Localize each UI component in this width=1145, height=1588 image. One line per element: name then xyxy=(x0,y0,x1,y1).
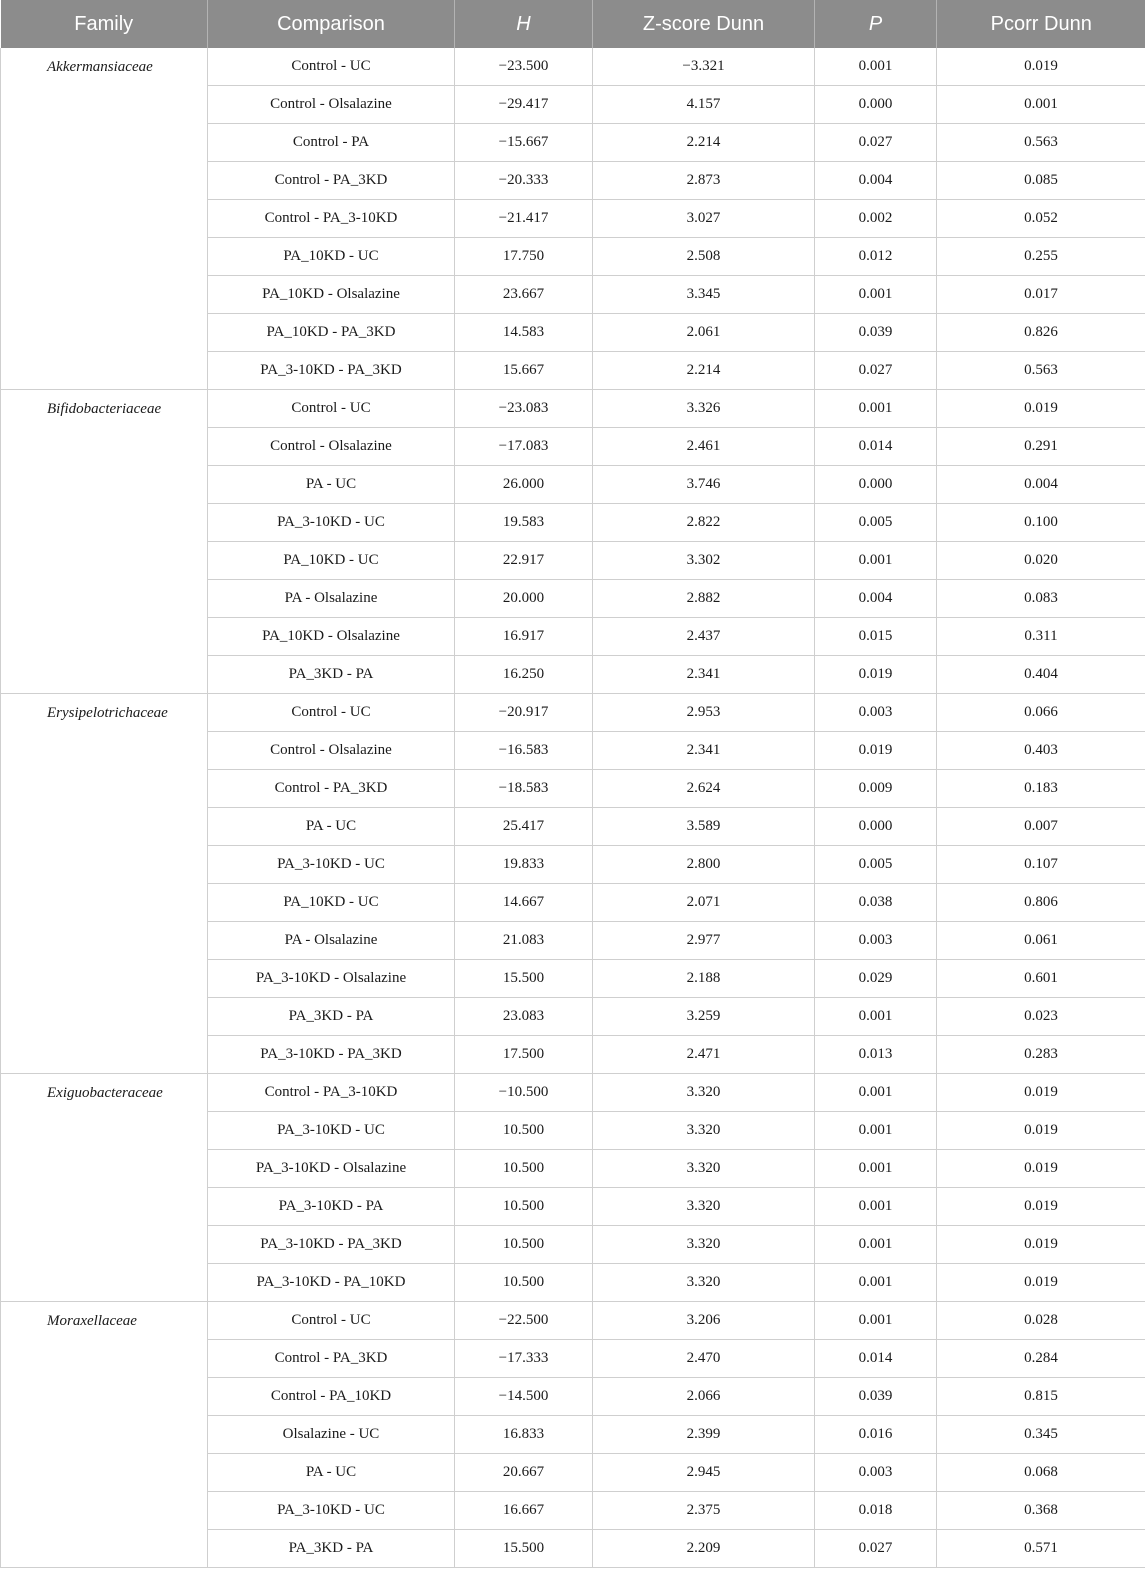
table-row xyxy=(1,1074,1145,1112)
p-cell: 0.039 xyxy=(815,314,937,352)
p-cell: 0.018 xyxy=(815,1492,937,1530)
z-score-cell: 2.066 xyxy=(593,1378,815,1416)
z-score-cell: 3.320 xyxy=(593,1188,815,1226)
p-cell: 0.001 xyxy=(815,1264,937,1302)
header-z-score-dunn: Z-score Dunn xyxy=(593,0,815,48)
pcorr-cell: 0.017 xyxy=(937,276,1145,314)
comparison-cell: PA_3-10KD - PA xyxy=(208,1188,455,1226)
z-score-cell: 3.320 xyxy=(593,1264,815,1302)
table-row xyxy=(1,694,1145,732)
pcorr-cell: 0.345 xyxy=(937,1416,1145,1454)
h-cell: 15.500 xyxy=(455,960,593,998)
z-score-cell: 3.302 xyxy=(593,542,815,580)
h-cell: 16.667 xyxy=(455,1492,593,1530)
pcorr-cell: 0.283 xyxy=(937,1036,1145,1074)
z-score-cell: 2.071 xyxy=(593,884,815,922)
p-cell: 0.003 xyxy=(815,694,937,732)
comparison-cell: PA_3-10KD - Olsalazine xyxy=(208,960,455,998)
p-cell: 0.001 xyxy=(815,1112,937,1150)
h-cell: −14.500 xyxy=(455,1378,593,1416)
pcorr-cell: 0.403 xyxy=(937,732,1145,770)
comparison-cell: PA - UC xyxy=(208,1454,455,1492)
comparison-cell: Control - UC xyxy=(208,1302,455,1340)
pcorr-cell: 0.563 xyxy=(937,124,1145,162)
h-cell: 26.000 xyxy=(455,466,593,504)
comparison-cell: PA_10KD - UC xyxy=(208,238,455,276)
h-cell: 23.083 xyxy=(455,998,593,1036)
z-score-cell: 2.977 xyxy=(593,922,815,960)
family-cell: Akkermansiaceae xyxy=(1,48,208,390)
comparison-cell: PA_10KD - UC xyxy=(208,884,455,922)
table-row xyxy=(1,48,1145,86)
table-row xyxy=(1,390,1145,428)
h-cell: −17.083 xyxy=(455,428,593,466)
h-cell: −20.333 xyxy=(455,162,593,200)
pcorr-cell: 0.571 xyxy=(937,1530,1145,1568)
comparison-cell: Control - UC xyxy=(208,390,455,428)
comparison-cell: Control - PA_3KD xyxy=(208,1340,455,1378)
z-score-cell: 3.320 xyxy=(593,1074,815,1112)
pcorr-cell: 0.019 xyxy=(937,390,1145,428)
p-cell: 0.004 xyxy=(815,162,937,200)
z-score-cell: 2.214 xyxy=(593,124,815,162)
table-header xyxy=(1,0,1145,48)
comparison-cell: Control - PA_3-10KD xyxy=(208,200,455,238)
pcorr-cell: 0.019 xyxy=(937,48,1145,86)
pcorr-cell: 0.083 xyxy=(937,580,1145,618)
p-cell: 0.001 xyxy=(815,542,937,580)
p-cell: 0.016 xyxy=(815,1416,937,1454)
pcorr-cell: 0.019 xyxy=(937,1264,1145,1302)
comparison-cell: PA_3KD - PA xyxy=(208,998,455,1036)
comparison-cell: PA_10KD - Olsalazine xyxy=(208,618,455,656)
z-score-cell: 2.953 xyxy=(593,694,815,732)
pcorr-cell: 0.404 xyxy=(937,656,1145,694)
h-cell: −21.417 xyxy=(455,200,593,238)
pcorr-cell: 0.068 xyxy=(937,1454,1145,1492)
z-score-cell: 3.326 xyxy=(593,390,815,428)
header-p: P xyxy=(815,0,937,48)
pcorr-cell: 0.563 xyxy=(937,352,1145,390)
p-cell: 0.002 xyxy=(815,200,937,238)
comparison-cell: PA_3-10KD - PA_10KD xyxy=(208,1264,455,1302)
table-body xyxy=(1,48,1145,1568)
pcorr-cell: 0.061 xyxy=(937,922,1145,960)
comparison-cell: Control - Olsalazine xyxy=(208,428,455,466)
z-score-cell: 2.471 xyxy=(593,1036,815,1074)
pcorr-cell: 0.100 xyxy=(937,504,1145,542)
h-cell: −17.333 xyxy=(455,1340,593,1378)
p-cell: 0.019 xyxy=(815,732,937,770)
comparison-cell: Control - PA xyxy=(208,124,455,162)
family-cell: Moraxellaceae xyxy=(1,1302,208,1568)
h-cell: 10.500 xyxy=(455,1264,593,1302)
z-score-cell: 2.061 xyxy=(593,314,815,352)
p-cell: 0.038 xyxy=(815,884,937,922)
z-score-cell: 2.341 xyxy=(593,656,815,694)
z-score-cell: 2.461 xyxy=(593,428,815,466)
z-score-cell: 2.375 xyxy=(593,1492,815,1530)
z-score-cell: 2.341 xyxy=(593,732,815,770)
z-score-cell: 2.209 xyxy=(593,1530,815,1568)
z-score-cell: 2.882 xyxy=(593,580,815,618)
p-cell: 0.001 xyxy=(815,998,937,1036)
p-cell: 0.001 xyxy=(815,276,937,314)
p-cell: 0.027 xyxy=(815,124,937,162)
pcorr-cell: 0.019 xyxy=(937,1150,1145,1188)
p-cell: 0.009 xyxy=(815,770,937,808)
comparison-cell: PA_3KD - PA xyxy=(208,1530,455,1568)
h-cell: 10.500 xyxy=(455,1188,593,1226)
pcorr-cell: 0.019 xyxy=(937,1188,1145,1226)
family-cell: Exiguobacteraceae xyxy=(1,1074,208,1302)
h-cell: 21.083 xyxy=(455,922,593,960)
p-cell: 0.003 xyxy=(815,1454,937,1492)
h-cell: 17.750 xyxy=(455,238,593,276)
comparison-cell: Control - UC xyxy=(208,694,455,732)
comparison-cell: PA_3-10KD - UC xyxy=(208,1492,455,1530)
h-cell: 16.250 xyxy=(455,656,593,694)
h-cell: −29.417 xyxy=(455,86,593,124)
comparison-cell: Olsalazine - UC xyxy=(208,1416,455,1454)
h-cell: 23.667 xyxy=(455,276,593,314)
family-cell: Erysipelotrichaceae xyxy=(1,694,208,1074)
comparison-cell: PA_3-10KD - UC xyxy=(208,504,455,542)
h-cell: −18.583 xyxy=(455,770,593,808)
h-cell: 15.667 xyxy=(455,352,593,390)
pcorr-cell: 0.020 xyxy=(937,542,1145,580)
z-score-cell: 2.399 xyxy=(593,1416,815,1454)
h-cell: 16.917 xyxy=(455,618,593,656)
h-cell: 10.500 xyxy=(455,1150,593,1188)
p-cell: 0.001 xyxy=(815,1150,937,1188)
z-score-cell: 2.214 xyxy=(593,352,815,390)
p-cell: 0.005 xyxy=(815,504,937,542)
comparison-cell: PA_10KD - PA_3KD xyxy=(208,314,455,352)
pcorr-cell: 0.311 xyxy=(937,618,1145,656)
header-h: H xyxy=(455,0,593,48)
pcorr-cell: 0.004 xyxy=(937,466,1145,504)
comparison-cell: Control - Olsalazine xyxy=(208,86,455,124)
h-cell: −22.500 xyxy=(455,1302,593,1340)
p-cell: 0.000 xyxy=(815,466,937,504)
p-cell: 0.003 xyxy=(815,922,937,960)
p-cell: 0.027 xyxy=(815,1530,937,1568)
h-cell: −23.083 xyxy=(455,390,593,428)
comparison-cell: PA - UC xyxy=(208,808,455,846)
header-pcorr-dunn: Pcorr Dunn xyxy=(937,0,1145,48)
h-cell: 15.500 xyxy=(455,1530,593,1568)
pcorr-cell: 0.826 xyxy=(937,314,1145,352)
p-cell: 0.029 xyxy=(815,960,937,998)
family-cell: Bifidobacteriaceae xyxy=(1,390,208,694)
table-row xyxy=(1,1302,1145,1340)
comparison-cell: PA_3-10KD - PA_3KD xyxy=(208,1036,455,1074)
h-cell: −16.583 xyxy=(455,732,593,770)
comparison-cell: PA - Olsalazine xyxy=(208,580,455,618)
z-score-cell: 2.945 xyxy=(593,1454,815,1492)
h-cell: 14.667 xyxy=(455,884,593,922)
comparison-cell: PA_3-10KD - UC xyxy=(208,846,455,884)
pcorr-cell: 0.001 xyxy=(937,86,1145,124)
z-score-cell: 3.027 xyxy=(593,200,815,238)
p-cell: 0.001 xyxy=(815,390,937,428)
h-cell: 22.917 xyxy=(455,542,593,580)
pcorr-cell: 0.019 xyxy=(937,1112,1145,1150)
z-score-cell: 3.589 xyxy=(593,808,815,846)
h-cell: 16.833 xyxy=(455,1416,593,1454)
comparison-cell: Control - PA_10KD xyxy=(208,1378,455,1416)
pcorr-cell: 0.107 xyxy=(937,846,1145,884)
z-score-cell: 2.188 xyxy=(593,960,815,998)
h-cell: 14.583 xyxy=(455,314,593,352)
z-score-cell: 3.206 xyxy=(593,1302,815,1340)
pcorr-cell: 0.368 xyxy=(937,1492,1145,1530)
h-cell: −15.667 xyxy=(455,124,593,162)
p-cell: 0.014 xyxy=(815,1340,937,1378)
z-score-cell: 2.822 xyxy=(593,504,815,542)
z-score-cell: 2.437 xyxy=(593,618,815,656)
pcorr-cell: 0.255 xyxy=(937,238,1145,276)
p-cell: 0.004 xyxy=(815,580,937,618)
pcorr-cell: 0.066 xyxy=(937,694,1145,732)
comparison-cell: PA - UC xyxy=(208,466,455,504)
p-cell: 0.012 xyxy=(815,238,937,276)
pcorr-cell: 0.284 xyxy=(937,1340,1145,1378)
h-cell: 10.500 xyxy=(455,1112,593,1150)
p-cell: 0.001 xyxy=(815,48,937,86)
z-score-cell: 3.320 xyxy=(593,1226,815,1264)
comparison-cell: Control - PA_3KD xyxy=(208,162,455,200)
p-cell: 0.001 xyxy=(815,1074,937,1112)
z-score-cell: 2.508 xyxy=(593,238,815,276)
comparison-cell: PA_3-10KD - PA_3KD xyxy=(208,352,455,390)
z-score-cell: 2.873 xyxy=(593,162,815,200)
z-score-cell: 3.320 xyxy=(593,1150,815,1188)
pcorr-cell: 0.291 xyxy=(937,428,1145,466)
z-score-cell: 2.470 xyxy=(593,1340,815,1378)
p-cell: 0.001 xyxy=(815,1188,937,1226)
comparison-cell: PA_3-10KD - PA_3KD xyxy=(208,1226,455,1264)
p-cell: 0.000 xyxy=(815,808,937,846)
comparison-cell: Control - PA_3KD xyxy=(208,770,455,808)
p-cell: 0.019 xyxy=(815,656,937,694)
comparison-cell: PA - Olsalazine xyxy=(208,922,455,960)
h-cell: 19.583 xyxy=(455,504,593,542)
header-comparison: Comparison xyxy=(208,0,455,48)
z-score-cell: 3.746 xyxy=(593,466,815,504)
pcorr-cell: 0.815 xyxy=(937,1378,1145,1416)
pcorr-cell: 0.052 xyxy=(937,200,1145,238)
z-score-cell: 3.345 xyxy=(593,276,815,314)
pcorr-cell: 0.019 xyxy=(937,1226,1145,1264)
pcorr-cell: 0.019 xyxy=(937,1074,1145,1112)
header-family: Family xyxy=(1,0,208,48)
comparison-cell: PA_10KD - UC xyxy=(208,542,455,580)
z-score-cell: 2.800 xyxy=(593,846,815,884)
comparison-cell: PA_3-10KD - Olsalazine xyxy=(208,1150,455,1188)
h-cell: 19.833 xyxy=(455,846,593,884)
p-cell: 0.014 xyxy=(815,428,937,466)
h-cell: 25.417 xyxy=(455,808,593,846)
h-cell: −10.500 xyxy=(455,1074,593,1112)
z-score-cell: 2.624 xyxy=(593,770,815,808)
comparison-cell: PA_3KD - PA xyxy=(208,656,455,694)
comparison-cell: PA_10KD - Olsalazine xyxy=(208,276,455,314)
comparison-cell: PA_3-10KD - UC xyxy=(208,1112,455,1150)
h-cell: −23.500 xyxy=(455,48,593,86)
h-cell: 17.500 xyxy=(455,1036,593,1074)
p-cell: 0.013 xyxy=(815,1036,937,1074)
z-score-cell: 4.157 xyxy=(593,86,815,124)
p-cell: 0.001 xyxy=(815,1302,937,1340)
p-cell: 0.027 xyxy=(815,352,937,390)
p-cell: 0.015 xyxy=(815,618,937,656)
h-cell: 20.667 xyxy=(455,1454,593,1492)
p-cell: 0.005 xyxy=(815,846,937,884)
pcorr-cell: 0.806 xyxy=(937,884,1145,922)
h-cell: −20.917 xyxy=(455,694,593,732)
comparison-cell: Control - Olsalazine xyxy=(208,732,455,770)
z-score-cell: −3.321 xyxy=(593,48,815,86)
comparison-cell: Control - UC xyxy=(208,48,455,86)
h-cell: 20.000 xyxy=(455,580,593,618)
z-score-cell: 3.259 xyxy=(593,998,815,1036)
pcorr-cell: 0.007 xyxy=(937,808,1145,846)
header-row xyxy=(1,0,1145,48)
pcorr-cell: 0.028 xyxy=(937,1302,1145,1340)
comparison-cell: Control - PA_3-10KD xyxy=(208,1074,455,1112)
h-cell: 10.500 xyxy=(455,1226,593,1264)
pcorr-cell: 0.183 xyxy=(937,770,1145,808)
p-cell: 0.039 xyxy=(815,1378,937,1416)
pcorr-cell: 0.023 xyxy=(937,998,1145,1036)
z-score-cell: 3.320 xyxy=(593,1112,815,1150)
pcorr-cell: 0.601 xyxy=(937,960,1145,998)
p-cell: 0.001 xyxy=(815,1226,937,1264)
pcorr-cell: 0.085 xyxy=(937,162,1145,200)
p-cell: 0.000 xyxy=(815,86,937,124)
